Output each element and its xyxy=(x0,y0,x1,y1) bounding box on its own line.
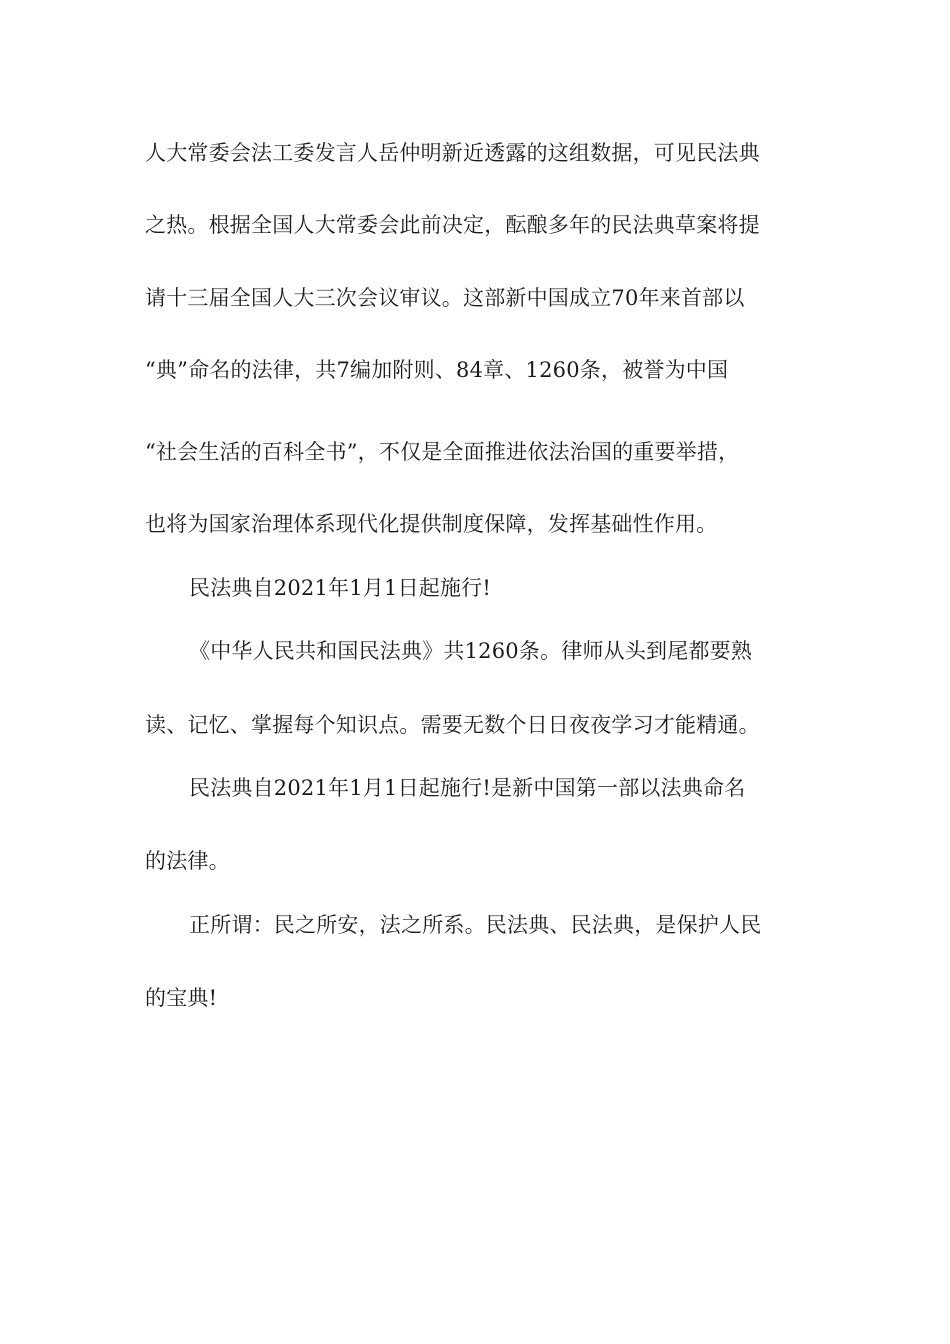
paragraph-1-line-5: “社会生活的百科全书”，不仅是全面推进依法治国的重要举措， xyxy=(145,440,740,464)
paragraph-5-line-2: 的宝典! xyxy=(145,986,218,1010)
paragraph-3-line-1: 《中华人民共和国民法典》共1260条。律师从头到尾都要熟 xyxy=(189,639,753,663)
paragraph-1-line-4: “典”命名的法律，共7编加附则、84章、1260条，被誉为中国 xyxy=(145,358,729,382)
paragraph-1-line-1: 人大常委会法工委发言人岳仲明新近透露的这组数据，可见民法典 xyxy=(145,141,760,165)
paragraph-2-line-1: 民法典自2021年1月1日起施行! xyxy=(189,576,492,600)
paragraph-5-line-1: 正所谓：民之所安，法之所系。民法典、民法典，是保护人民 xyxy=(189,913,762,937)
paragraph-1-line-6: 也将为国家治理体系现代化提供制度保障，发挥基础性作用。 xyxy=(145,512,718,536)
paragraph-1-line-2: 之热。根据全国人大常委会此前决定，酝酿多年的民法典草案将提 xyxy=(145,213,760,237)
paragraph-4-line-2: 的法律。 xyxy=(145,849,230,873)
paragraph-1-line-3: 请十三届全国人大三次会议审议。这部新中国成立70年来首部以 xyxy=(145,286,745,310)
paragraph-3-line-2: 读、记忆、掌握每个知识点。需要无数个日日夜夜学习才能精通。 xyxy=(145,713,760,737)
paragraph-4-line-1: 民法典自2021年1月1日起施行!是新中国第一部以法典命名 xyxy=(189,776,746,800)
